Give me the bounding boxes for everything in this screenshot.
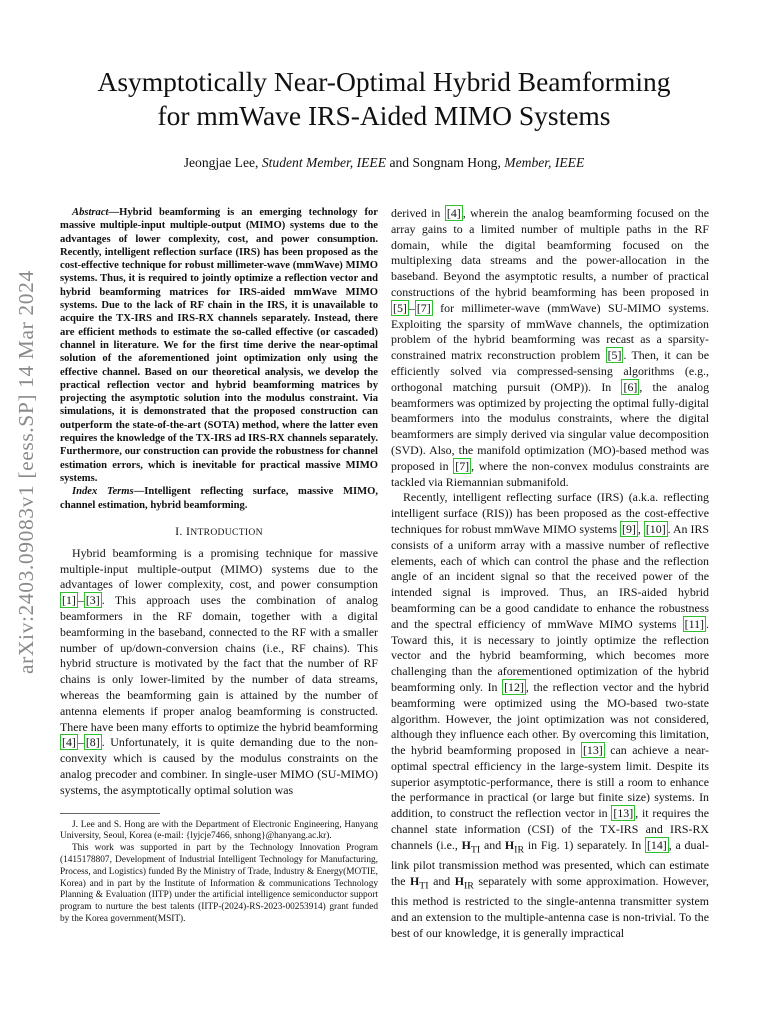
right-paragraph-1: [391, 206, 709, 490]
math-subscript: TI: [470, 844, 481, 856]
text-run: , it requires the channel state information (CSI) of the TX-IRS and IRS-RX channels (i.e.,: [391, 806, 709, 852]
text-run: Recently, intelligent reflecting surface (IRS) (a.k.a. reflecting intelligent surface (RIS)) has been proposed as the cost-effective techniques for robust mmWave MIMO systems: [391, 490, 709, 536]
citation-link[interactable]: [3]: [85, 593, 100, 608]
abstract-text: —Hybrid beamforming is an emerging technology for massive multiple-input multiple-output (MIMO) systems due to the advantages of lower complexity, cost, and power consumption. Recently, intelligent reflection surface (IRS) has been proposed as the cost-effective technique for robust millimeter-wave (mmWave) MIMO systems. Thus, it is required to jointly optimize a reflection vector and hybrid beamforming matrices for IRS-aided mmWave MIMO systems. Due to the lack of RF chain in the IRS, it is unavailable to acquire the TX-IRS and IRS-RX channels separately. Instead, there are efficient methods to estimate the so-called effective (or cascaded) channel in literature. We for the first time derive the near-optimal solution of the aforementioned joint optimization only using the effective channel. Based on our theoretical analysis, we develop the practical reflection vector and hybrid beamforming matrices by projecting the asymptotic solution into the modulus constraint. Via simulations, it is demonstrated that the proposed construction can outperform the state-of-the-art (SOTA) method, where the latter even requires the knowledge of the TX-IRS ad IRS-RX channels separately. Furthermore, our construction can provide the robustness for channel estimation errors, which is inevitable for practical massive MIMO systems.: [60, 207, 378, 484]
math-symbol: H: [454, 873, 464, 888]
section-numeral: I. I: [175, 523, 191, 538]
text-run: . Then, it can be efficiently solved via compressed-sensing algorithms (e.g., orthogonal matching pursuit (OMP)). In: [391, 348, 709, 394]
text-run: , where the non-convex modulus constraints are tackled via Riemannian submanifold.: [391, 458, 709, 489]
index-terms-lead: Index Terms: [72, 486, 134, 498]
citation-link[interactable]: [1]: [62, 593, 76, 608]
text-run: and: [480, 837, 505, 852]
citation-link[interactable]: [11]: [684, 616, 705, 631]
citation-link[interactable]: [9]: [622, 521, 636, 536]
citation-link[interactable]: [8]: [85, 735, 100, 750]
citation-link[interactable]: [13]: [613, 806, 634, 821]
text-run: –: [77, 735, 84, 750]
footnote-affiliation: J. Lee and S. Hong are with the Department of Electronic Engineering, Hanyang University, Seoul, Korea (e-mail: {lyjcje7466, snhong}@hanyang.ac.kr).: [60, 819, 378, 842]
text-run: . This approach uses the combination of analog beamformers in the RF domain, together with a digital beamforming in the baseband, connected to the RF with a smaller number of up/down-conversion chains (i.e., RF chains). This hybrid structure is motivated by the fact that the number of RF chains is only lower-limited by the number of data streams, whereas the beamforming gain is attained by the number of antenna elements if proper analog beamforming is constructed. There have been many efforts to optimize the hybrid beamforming: [60, 593, 378, 734]
citation-link[interactable]: [5]: [393, 300, 407, 315]
footnote-funding: This work was supported in part by the Technology Innovation Program (1415178807, Development of Industrial Intelligent Technology for Manufacturing, Process, and Logistics) funded By the Ministry of Trade, Industry & Energy(MOTIE, Korea) and in part by the Institute of Information & communications Technology Planning & Evaluation (IITP) under the artificial intelligence semiconductor support program to nurture the best talents (IITP-(2024)-RS-2023-00253914) grant funded by the Korea government(MSIT).: [60, 843, 378, 924]
citation-link[interactable]: [7]: [455, 458, 470, 473]
citation-link[interactable]: [6]: [623, 379, 638, 394]
title-line-1: Asymptotically Near-Optimal Hybrid Beamforming: [97, 66, 671, 97]
text-run: for millimeter-wave (mmWave) SU-MIMO systems. Exploiting the sparsity of mmWave channels, the optimization problem of the hybrid beamforming was recast as a sparsity-constrained matrix reconstruction problem: [391, 300, 709, 363]
text-run: can achieve a near-optimal spectral efficiency in the large-system limit. Despite its superior asymptotic-performance, there is still a room to enhance the performance in practical (or large but finite size) systems. In addition, to construct the reflection vector in: [391, 743, 709, 821]
author-line: [55, 154, 713, 172]
citation-link[interactable]: [7]: [416, 300, 431, 315]
text-run: . Toward this, it is necessary to jointly optimize the reflection vector and the hybrid beamforming, which becomes more challenging than the aforementioned optimization of the hybrid beamforming only. In: [391, 616, 709, 694]
citation-link[interactable]: [14]: [646, 837, 667, 852]
author-2: Songnam Hong,: [412, 155, 501, 170]
text-run: Hybrid beamforming is a promising technique for massive multiple-input multiple-output (MIMO) systems due to the advantages of lower complexity, cost, and power consumption: [60, 545, 378, 592]
intro-paragraph-1: [60, 546, 378, 799]
math-symbol: H: [461, 837, 471, 852]
author-conjunction: and: [389, 155, 410, 170]
section-heading-introduction: [60, 523, 378, 541]
text-run: derived in: [391, 206, 445, 220]
abstract-lead: Abstract: [72, 207, 109, 218]
text-run: –: [408, 300, 415, 315]
citation-link[interactable]: [10]: [645, 521, 666, 536]
text-run: separately with some approximation. However, this method is restricted to the single-antenna transmitter system and an extension to the multiple-antenna case is non-trivial. To the best of our knowledge, it is generally impractical: [391, 873, 709, 940]
citation-link[interactable]: [13]: [582, 743, 603, 758]
right-paragraph-2: [391, 490, 709, 941]
text-run: and: [428, 873, 455, 888]
citation-link[interactable]: [5]: [607, 348, 622, 363]
citation-link[interactable]: [12]: [504, 679, 524, 694]
math-symbol: H: [504, 837, 515, 852]
author-1-role: Student Member, IEEE: [261, 155, 387, 170]
text-run: , wherein the analog beamforming focused on the array gains to a limited number of multiple paths in the RF domain, while the digital beamforming focused on the multiplexing data streams and the power-allocation in the baseband. Beyond the asymptotic results, a number of practical constructions of the hybrid beamforming has been proposed in: [391, 206, 709, 299]
title-line-2: for mmWave IRS-Aided MIMO Systems: [157, 100, 611, 131]
text-run: –: [77, 593, 84, 608]
math-subscript: TI: [419, 880, 429, 892]
math-symbol: H: [410, 873, 420, 888]
footnote-divider: [60, 813, 160, 814]
text-run: , the analog beamformers was optimized by projecting the optimal fully-digital beamformers into the modulus constraints, where the digital beamformers are simply derived via singular value decomposition (SVD). Also, the manifold optimization (MO)-based method was proposed in: [391, 379, 710, 473]
citation-link[interactable]: [4]: [446, 206, 461, 220]
text-run: in Fig. 1) separately. In: [524, 837, 645, 852]
math-subscript: IR: [514, 844, 525, 856]
index-terms: [60, 485, 378, 512]
index-terms-text: —Intelligent reflecting surface, massive MIMO, channel estimation, hybrid beamforming.: [60, 486, 378, 511]
text-run: . Unfortunately, it is quite demanding due to the non-convexity which is caused by the modulus constraints on the analog precoder and combiner. In single-user MIMO (SU-MIMO) systems, the asymptotically optimal solution was: [60, 735, 378, 797]
citation-link[interactable]: [4]: [62, 735, 76, 750]
right-column: [391, 206, 709, 941]
text-run: , a dual-link pilot transmission method was presented, which can estimate the: [391, 837, 709, 888]
left-column: [60, 206, 378, 926]
math-subscript: IR: [463, 880, 474, 892]
author-1: Jeongjae Lee,: [183, 155, 259, 170]
section-name: NTRODUCTION: [190, 526, 263, 538]
arxiv-identifier: arXiv:2403.09083v1 [eess.SP] 14 Mar 2024: [14, 270, 38, 674]
author-2-role: Member, IEEE: [504, 155, 585, 170]
text-run: , the reflection vector and the hybrid beamforming were optimized using the MO-based two-state algorithm. However, the joint optimization was not considered, although they influence each other. By overcoming this limitation, the hybrid beamforming proposed in: [391, 679, 709, 758]
abstract: [60, 206, 378, 485]
paper-title: [55, 65, 713, 133]
text-run: . An IRS consists of a uniform array with a massive number of reflective elements, each of which can control the phase and the reflection angle of an incident signal so that the received power of the intended signal is improved. Thus, an IRS-aided hybrid beamforming can be a good candidate to enhance the robustness and the spectral efficiency of mmWave MIMO systems: [391, 521, 709, 631]
text-run: ,: [637, 521, 644, 536]
